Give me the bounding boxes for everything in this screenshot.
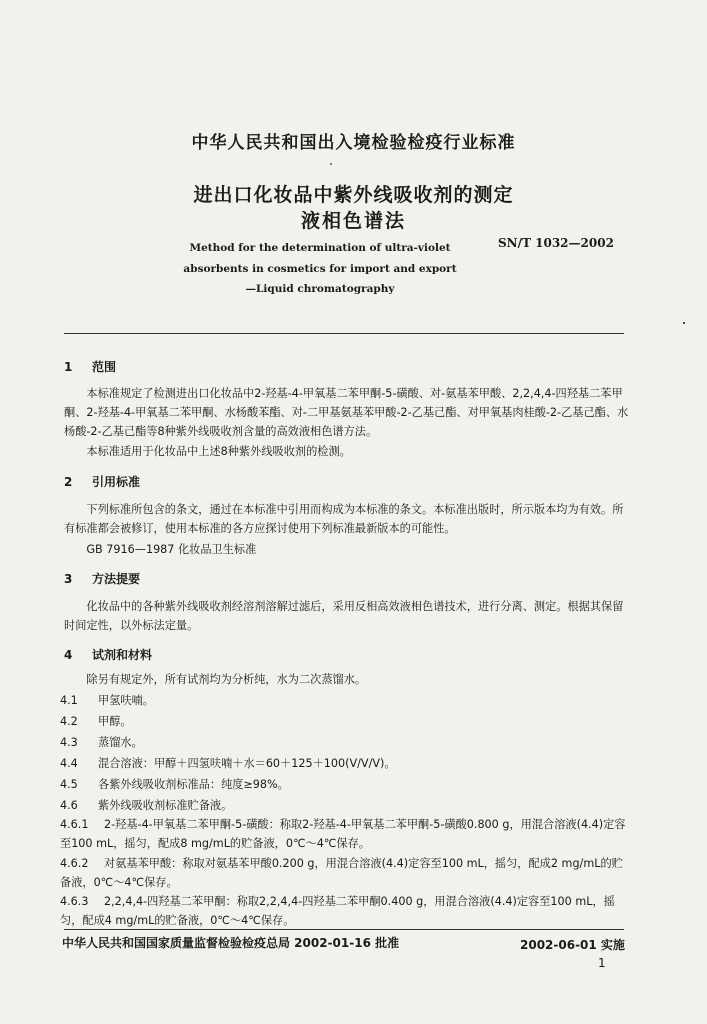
item-text: 2,2,4,4-四羟基二苯甲酮：称取2,2,4,4-四羟基二苯甲酮0.400 g，用混合溶液(4.4)定容至100 mL，摇匀，配成4 mg/mL的贮备液，0℃～4℃保存。 <box>60 895 615 927</box>
section-number: 2 <box>64 475 73 489</box>
page-number: 1 <box>598 956 606 970</box>
item-number: 4.4 <box>60 757 78 770</box>
list-item <box>60 691 630 710</box>
item-text: 混合溶液：甲醇＋四氢呋喃＋水＝60＋125＋100(V/V/V)。 <box>98 757 396 770</box>
section-4-heading <box>64 646 152 663</box>
section-2-heading <box>64 473 140 490</box>
scan-mark <box>683 322 685 324</box>
item-number: 4.3 <box>60 736 78 749</box>
list-item <box>60 796 630 815</box>
item-text: 甲氢呋喃。 <box>98 694 154 707</box>
section-1-heading <box>64 358 116 375</box>
list-item <box>60 712 630 731</box>
item-number: 4.6.3 <box>60 895 89 908</box>
list-item <box>60 754 630 773</box>
item-text: 紫外线吸收剂标准贮备液。 <box>98 799 233 812</box>
english-title-line3: —Liquid chromatography <box>245 283 395 295</box>
scan-speck <box>330 163 332 165</box>
section-title: 范围 <box>92 360 117 374</box>
section-2-paragraph: 下列标准所包含的条文，通过在本标准中引用而构成为本标准的条文。本标准出版时，所示版本均为有效。所有标准都会被修订，使用本标准的各方应探讨使用下列标准最新版本的可能性。 <box>64 503 624 535</box>
section-number: 4 <box>64 648 73 662</box>
list-item <box>60 775 630 794</box>
item-number: 4.1 <box>60 694 78 707</box>
item-number: 4.6.1 <box>60 818 89 831</box>
sub-item-4-6-3 <box>60 892 630 930</box>
item-text: 蒸馏水。 <box>98 736 143 749</box>
section-3-paragraph: 化妆品中的各种紫外线吸收剂经溶剂溶解过滤后，采用反相高效液相色谱技术，进行分离、测定。根据其保留时间定性，以外标法定量。 <box>64 600 624 632</box>
issuing-authority: 中华人民共和国出入境检验检疫行业标准 <box>191 133 516 153</box>
section-title: 引用标准 <box>92 475 141 489</box>
item-number: 4.6 <box>60 799 78 812</box>
approval-line: 中华人民共和国国家质量监督检验检疫总局 2002-01-16 批准 <box>62 936 400 950</box>
document-title-line2: 液相色谱法 <box>300 210 406 232</box>
standard-number: SN/T 1032—2002 <box>498 236 614 250</box>
implementation-date: 2002-06-01 实施 <box>520 938 625 952</box>
section-title: 试剂和材料 <box>92 648 153 662</box>
item-number: 4.5 <box>60 778 78 791</box>
item-text: 各紫外线吸收剂标准品：纯度≥98%。 <box>98 778 289 791</box>
english-title-line2: absorbents in cosmetics for import and export <box>183 263 457 275</box>
footer-divider <box>64 929 624 930</box>
english-title-line1: Method for the determination of ultra-violet <box>189 242 451 254</box>
document-title-line1: 进出口化妆品中紫外线吸收剂的测定 <box>193 184 514 206</box>
section-3-heading <box>64 570 140 587</box>
header-divider <box>64 333 624 334</box>
section-1-paragraph: 本标准规定了检测进出口化妆品中2-羟基-4-甲氧基二苯甲酮-5-磺酸、对-氨基苯甲酸、2,2,4,4-四羟基二苯甲酮、2-羟基-4-甲氧基二苯甲酮、水杨酸苯酯、对-二甲基氨基苯甲酸-2-乙基己酯、对甲氧基肉桂酸-2-乙基己酯、水杨酸-2-乙基己酯等8种紫外线吸收剂含量的高效液相色谱方法。 <box>64 387 629 438</box>
sub-item-4-6-2 <box>60 854 630 892</box>
list-item <box>60 733 630 752</box>
section-number: 3 <box>64 572 73 586</box>
section-number: 1 <box>64 360 73 374</box>
item-number: 4.2 <box>60 715 78 728</box>
item-text: 对氨基苯甲酸：称取对氨基苯甲酸0.200 g，用混合溶液(4.4)定容至100 mL，摇匀，配成2 mg/mL的贮备液，0℃～4℃保存。 <box>60 857 623 889</box>
section-4-paragraph: 除另有规定外，所有试剂均为分析纯，水为二次蒸馏水。 <box>86 673 367 686</box>
section-1-paragraph-2: 本标准适用于化妆品中上述8种紫外线吸收剂的检测。 <box>86 445 351 458</box>
item-text: 甲醇。 <box>98 715 132 728</box>
item-text: 2-羟基-4-甲氧基二苯甲酮-5-磺酸：称取2-羟基-4-甲氧基二苯甲酮-5-磺酸0.800 g，用混合溶液(4.4)定容至100 mL，摇匀，配成8 mg/mL的贮备液，0℃～4℃保存。 <box>60 818 626 850</box>
sub-item-4-6-1 <box>60 815 630 853</box>
normative-reference: GB 7916—1987 化妆品卫生标准 <box>86 543 257 556</box>
section-title: 方法提要 <box>92 572 141 586</box>
item-number: 4.6.2 <box>60 857 89 870</box>
